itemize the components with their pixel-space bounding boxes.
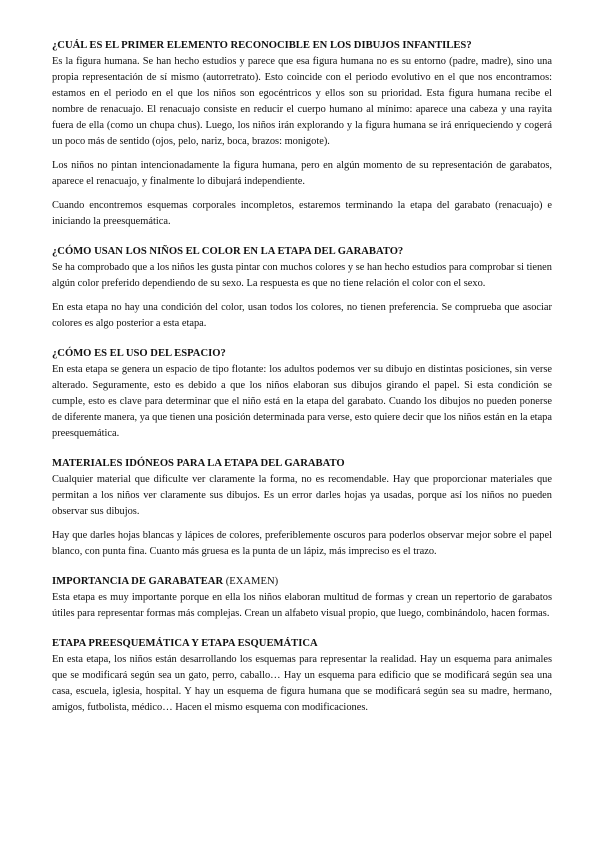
heading-importancia-title: IMPORTANCIA DE GARABATEAR — [52, 576, 224, 587]
paragraph-importancia: Esta etapa es muy importante porque en ella los niños elaboran multitud de formas y crean un repertorio de garabatos útiles para representar formas más complejas. Crean un alfabeto visual propio, que luego, combinándolo, hacen formas. — [52, 592, 552, 619]
paragraph-materiales-dificulte: Cualquier material que dificulte ver claramente la forma, no es recomendable. Hay que proporcionar materiales que permitan a los niños ver claramente sus dibujos. Es un error darles hojas ya usadas, porque así los niños no pueden observar sus dibujos. — [52, 474, 552, 517]
paragraph-color-estudios: Se ha comprobado que a los niños les gusta pintar con muchos colores y se han hecho estudios para comprobar si tienen algún color preferido dependiendo de su sexo. La respuesta es que no tiene relación el color con el sexo. — [52, 262, 552, 289]
paragraph-intencion: Los niños no pintan intencionadamente la figura humana, pero en algún momento de su representación de garabatos, aparece el renacuajo, y finalmente lo dibujará independiente. — [52, 160, 552, 187]
paragraph-espacio: En esta etapa se genera un espacio de tipo flotante: los adultos podemos ver su dibujo en distintas posiciones, sin verse alterado. Seguramente, esto es debido a que los niños elaboran sus dibujos girando el papel. Si esta condición se cumple, esto es clave para determinar que el niño está en la etapa del garabato. Cuando los dibujos no pueden ponerse de diferente manera, ya que tienen una posición determinada para verse, esto quiere decir que los niños están en la etapa preesquemática. — [52, 364, 552, 439]
paragraph-preesquematica: En esta etapa, los niños están desarrollando los esquemas para representar la realidad. Hay un esquema para animales que se modificará según sea un gato, perro, caballo… Hay un esquema para edificio que se modificará según sea una casa, escuela, iglesia, hospital. Y hay un esquema de figura humana que se modificará según sea su madre, hermano, amigos, futbolista, médico… Hacen el mismo esquema con modificaciones. — [52, 654, 552, 713]
paragraph-color-condicion: En esta etapa no hay una condición del color, usan todos los colores, no tienen preferencia. Se comprueba que asociar colores es algo posterior a esta etapa. — [52, 302, 552, 329]
heading-primer-elemento: ¿CUÁL ES EL PRIMER ELEMENTO RECONOCIBLE EN LOS DIBUJOS INFANTILES? — [52, 40, 472, 51]
heading-color: ¿CÓMO USAN LOS NIÑOS EL COLOR EN LA ETAPA DEL GARABATO? — [52, 246, 404, 257]
heading-espacio: ¿CÓMO ES EL USO DEL ESPACIO? — [52, 348, 226, 359]
paragraph-figura-humana: Es la figura humana. Se han hecho estudios y parece que esa figura humana no es su entorno (padre, madre), sino una propia representación de sí mismo (autorretrato). Esto coincide con el periodo evolutivo en el que nos encontramos: estamos en el periodo en el que los niños son egocéntricos y ellos son su prioridad. Esta figura humana recibe el nombre de renacuajo. El renacuajo consiste en reducir el cuerpo humano al mínimo: aparece una cabeza y una rayita fuera de ella (como un chupa chus). Luego, los niños irán explorando y la figura humana se irá enriqueciendo y cogerá un poco más de sentido (ojos, pelo, nariz, boca, brazos: monigote). — [52, 56, 552, 147]
heading-preesquematica: ETAPA PREESQUEMÁTICA Y ETAPA ESQUEMÁTICA — [52, 638, 318, 649]
paragraph-materiales-hojas: Hay que darles hojas blancas y lápices de colores, preferiblemente oscuros para poderlos observar mejor sobre el papel blanco, con punta fina. Cuanto más gruesa es la punta de un lápiz, más impreciso es el trazo. — [52, 530, 552, 557]
paragraph-esquemas-incompletos: Cuando encontremos esquemas corporales incompletos, estaremos terminando la etapa del garabato (renacuajo) e iniciando la preesquemática. — [52, 200, 552, 227]
heading-importancia-suffix: (EXAMEN) — [223, 576, 279, 587]
document-page — [52, 38, 552, 716]
heading-materiales: MATERIALES IDÓNEOS PARA LA ETAPA DEL GARABATO — [52, 458, 345, 469]
heading-importancia — [52, 574, 552, 590]
